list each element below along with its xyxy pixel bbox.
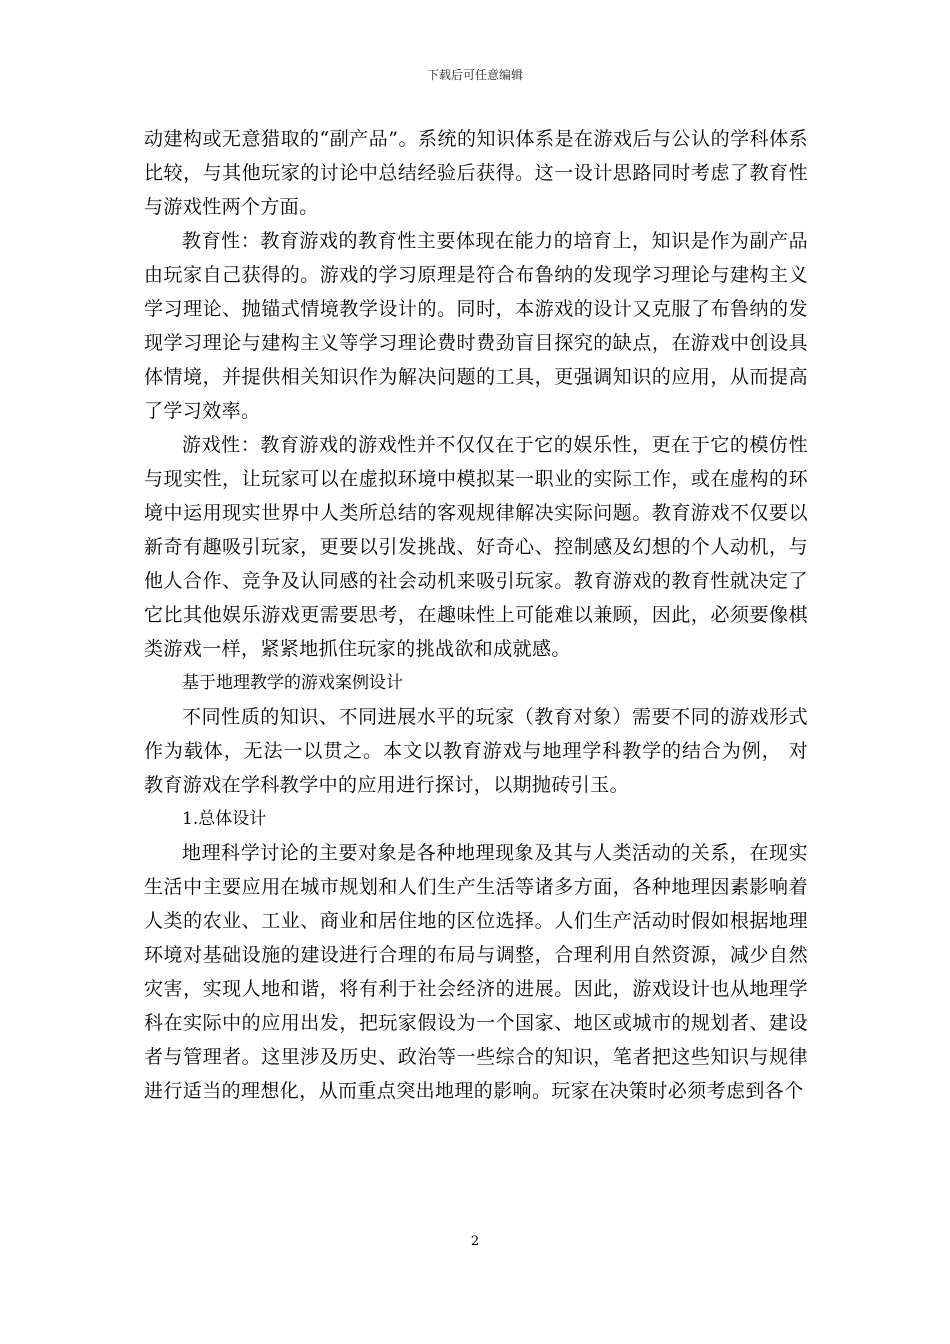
subsection-heading-overall-design: 1.总体设计: [182, 809, 267, 829]
page-header: 下载后可任意编辑: [426, 68, 523, 82]
paragraph-continuation: 动建构或无意猎取的“副产品”。系统的知识体系是在游戏后与公认的学科体系比较，与其他玩家的讨论中总结经验后获得。这一设计思路同时考虑了教育性与游戏性两个方面。: [144, 128, 808, 218]
paragraph-overall-design: 地理科学讨论的主要对象是各种地理现象及其与人类活动的关系，在现实生活中主要应用在城市规划和人们生产生活等诸多方面，各种地理因素影响着人类的农业、工业、商业和居住地的区位选择。人们生产活动时假如根据地理环境对基础设施的建设进行合理的布局与调整，合理利用自然资源，减少自然灾害，实现人地和谐，将有利于社会经济的进展。因此，游戏设计也从地理学科在实际中的应用出发，把玩家假设为一个国家、地区或城市的规划者、建设者与管理者。这里涉及历史、政治等一些综合的知识，笔者把这些知识与规律进行适当的理想化，从而重点突出地理的影响。玩家在决策时必须考虑到各个: [144, 842, 808, 1102]
document-body: [144, 122, 808, 1108]
page-number: 2: [470, 1234, 480, 1249]
paragraph-educational: 教育性：教育游戏的教育性主要体现在能力的培育上，知识是作为副产品由玩家自己获得的。游戏的学习原理是符合布鲁纳的发现学习理论与建构主义学习理论、抛锚式情境教学设计的。同时，本游戏的设计又克服了布鲁纳的发现学习理论与建构主义等学习理论费时费劲盲目探究的缺点，在游戏中创设具体情境，并提供相关知识作为解决问题的工具，更强调知识的应用，从而提高了学习效率。: [144, 230, 808, 422]
paragraph-gameplay: 游戏性：教育游戏的游戏性并不仅仅在于它的娱乐性，更在于它的模仿性与现实性，让玩家可以在虚拟环境中模拟某一职业的实际工作，或在虚构的环境中运用现实世界中人类所总结的客观规律解决实际问题。教育游戏不仅要以新奇有趣吸引玩家，更要以引发挑战、好奇心、控制感及幻想的个人动机，与他人合作、竞争及认同感的社会动机来吸引玩家。教育游戏的教育性就决定了它比其他娱乐游戏更需要思考，在趣味性上可能难以兼顾，因此，必须要像棋类游戏一样，紧紧地抓住玩家的挑战欲和成就感。: [144, 434, 808, 660]
section-heading-case-design: 基于地理教学的游戏案例设计: [182, 673, 403, 693]
paragraph-intro-case: 不同性质的知识、不同进展水平的玩家（教育对象）需要不同的游戏形式作为载体，无法一以贯之。本文以教育游戏与地理学科教学的结合为例， 对教育游戏在学科教学中的应用进行探讨，以期抛砖引玉。: [144, 706, 808, 796]
